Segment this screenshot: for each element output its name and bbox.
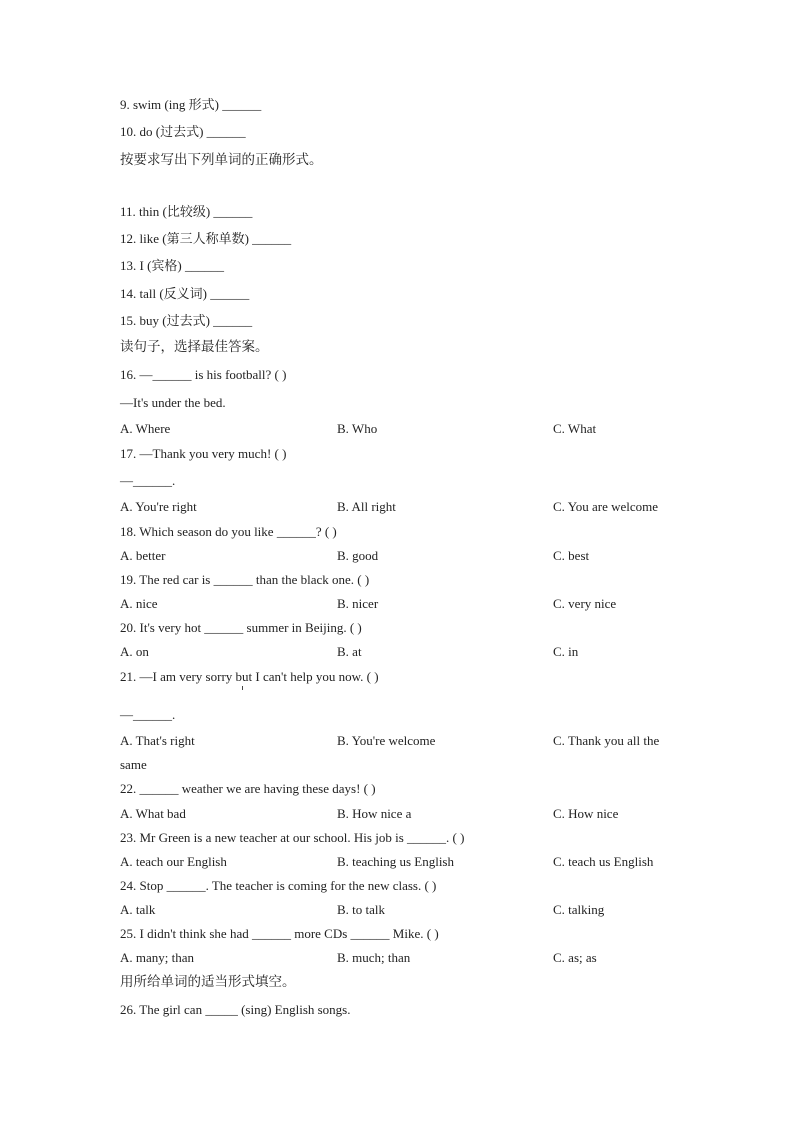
question-24: 24. Stop ______. The teacher is coming for the new class. ( ): [120, 878, 437, 893]
q23-option-b: B. teaching us English: [337, 854, 454, 869]
question-13: 13. I (宾格) ______: [120, 258, 224, 273]
question-25: 25. I didn't think she had ______ more CDs ______ Mike. ( ): [120, 926, 439, 941]
q16-option-c: C. What: [553, 421, 597, 436]
section-heading-fill-in: 用所给单词的适当形式填空。: [120, 974, 296, 990]
question-18: 18. Which season do you like ______? ( ): [120, 524, 337, 539]
question-22: 22. ______ weather we are having these days! ( ): [120, 781, 376, 796]
question-20: 20. It's very hot ______ summer in Beijing. ( ): [120, 620, 362, 635]
q20-option-a: A. on: [120, 644, 149, 659]
question-17-reply: —______.: [120, 473, 176, 488]
comma-mark: [242, 686, 243, 690]
q23-option-c: C. teach us English: [553, 854, 654, 869]
question-21: 21. —I am very sorry but I can't help you now. ( ): [120, 669, 379, 684]
question-17: 17. —Thank you very much! ( ): [120, 446, 287, 461]
q18-option-b: B. good: [337, 548, 379, 563]
q23-option-a: A. teach our English: [120, 854, 227, 869]
q18-option-c: C. best: [553, 548, 590, 563]
q21-option-c-continued: same: [120, 757, 147, 772]
q25-option-a: A. many; than: [120, 950, 195, 965]
question-26: 26. The girl can _____ (sing) English songs.: [120, 1002, 351, 1017]
q24-option-b: B. to talk: [337, 902, 386, 917]
q19-option-b: B. nicer: [337, 596, 379, 611]
q21-option-a: A. That's right: [120, 733, 195, 748]
q16-option-b: B. Who: [337, 421, 378, 436]
q18-option-a: A. better: [120, 548, 166, 563]
q25-option-c: C. as; as: [553, 950, 597, 965]
q17-option-b: B. All right: [337, 499, 396, 514]
question-15: 15. buy (过去式) ______: [120, 313, 253, 328]
question-16: 16. —______ is his football? ( ): [120, 367, 287, 382]
q21-option-b: B. You're welcome: [337, 733, 436, 748]
q16-option-a: A. Where: [120, 421, 171, 436]
q22-option-a: A. What bad: [120, 806, 186, 821]
q20-option-b: B. at: [337, 644, 362, 659]
q22-option-b: B. How nice a: [337, 806, 412, 821]
question-11: 11. thin (比较级) ______: [120, 204, 253, 219]
question-16-reply: —It's under the bed.: [120, 395, 226, 410]
q20-option-c: C. in: [553, 644, 579, 659]
question-19: 19. The red car is ______ than the black one. ( ): [120, 572, 370, 587]
q19-option-c: C. very nice: [553, 596, 617, 611]
question-14: 14. tall (反义词) ______: [120, 286, 250, 301]
question-10: 10. do (过去式) ______: [120, 124, 246, 139]
q25-option-b: B. much; than: [337, 950, 411, 965]
question-23: 23. Mr Green is a new teacher at our school. His job is ______. ( ): [120, 830, 465, 845]
question-12: 12. like (第三人称单数) ______: [120, 231, 292, 246]
q17-option-a: A. You're right: [120, 499, 197, 514]
section-heading-multiple-choice: 读句子，选择最佳答案。: [120, 339, 269, 355]
q17-option-c: C. You are welcome: [553, 499, 659, 514]
section-heading-word-forms: 按要求写出下列单词的正确形式。: [120, 152, 323, 168]
q24-option-a: A. talk: [120, 902, 156, 917]
question-9: 9. swim (ing 形式) ______: [120, 97, 262, 112]
q19-option-a: A. nice: [120, 596, 158, 611]
q21-option-c: C. Thank you all the: [553, 733, 660, 748]
q24-option-c: C. talking: [553, 902, 605, 917]
question-21-reply: —______.: [120, 707, 176, 722]
q22-option-c: C. How nice: [553, 806, 619, 821]
